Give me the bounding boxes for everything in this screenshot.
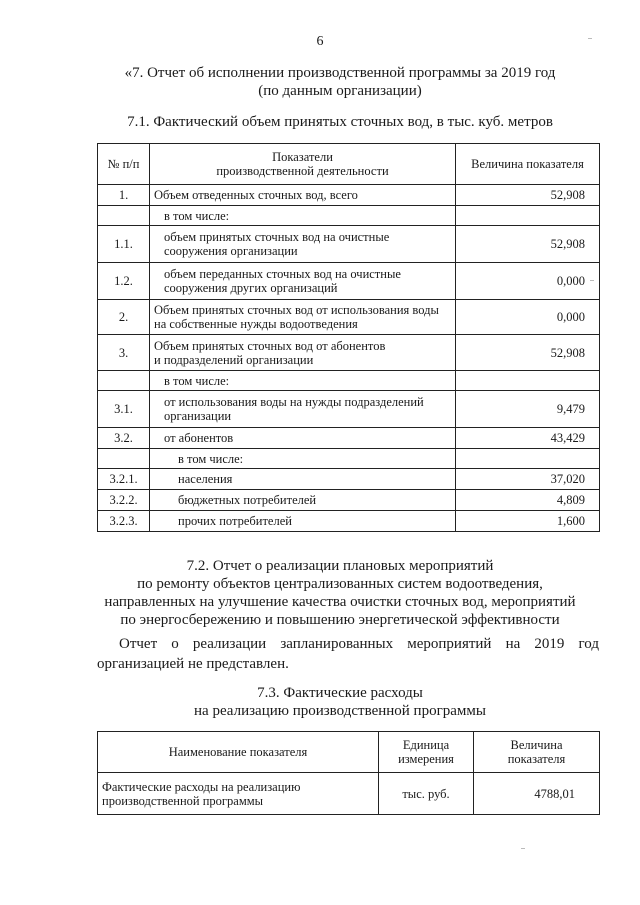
header-name: Наименование показателя <box>98 732 379 773</box>
table-row <box>98 391 600 428</box>
row-name <box>150 300 456 335</box>
row-name: в том числе: <box>150 449 456 469</box>
row-name <box>150 391 456 428</box>
row-name <box>150 335 456 371</box>
section-73-title <box>60 684 620 720</box>
section-7-title <box>60 64 620 100</box>
row-name: Объем отведенных сточных вод, всего <box>150 185 456 206</box>
expenses-table <box>97 731 600 815</box>
row-value: 52,908 <box>456 226 600 263</box>
row-num <box>98 206 150 226</box>
table-row <box>98 428 600 449</box>
header-value-line1: Величина <box>510 738 563 752</box>
row-name-line2: сооружения организации <box>164 244 298 258</box>
header-value-line2: показателя <box>507 752 566 766</box>
row-name-line2: организации <box>164 409 232 423</box>
row-name-line1: Фактические расходы на реализацию <box>102 779 301 794</box>
row-value: 1,600 <box>456 511 600 532</box>
row-value: 43,429 <box>456 428 600 449</box>
row-value <box>456 371 600 391</box>
row-unit: тыс. руб. <box>379 773 474 815</box>
row-name: прочих потребителей <box>150 511 456 532</box>
table-row <box>98 263 600 300</box>
row-value: 9,479 <box>456 391 600 428</box>
table-row <box>98 226 600 263</box>
section-72-title <box>60 557 620 629</box>
row-num: 3.2.2. <box>98 490 150 511</box>
row-num: 1.2. <box>98 263 150 300</box>
table-row <box>98 371 600 391</box>
table-row <box>98 469 600 490</box>
row-name: населения <box>150 469 456 490</box>
table-header-row <box>98 144 600 185</box>
section-7-title-line1: «7. Отчет об исполнении производственной программы за 2019 год <box>124 65 556 81</box>
row-name-line2: производственной программы <box>102 793 264 808</box>
header-indicator-line2: производственной деятельности <box>216 164 389 178</box>
row-value: 0,000 <box>456 300 600 335</box>
header-num: № п/п <box>98 144 150 185</box>
section-72-title-line1: 7.2. Отчет о реализации плановых мероприятий <box>186 558 494 574</box>
row-name: от абонентов <box>150 428 456 449</box>
row-num: 1.1. <box>98 226 150 263</box>
header-indicator <box>150 144 456 185</box>
paragraph-line2: организацией не представлен. <box>97 656 289 672</box>
table-row <box>98 300 600 335</box>
row-name <box>98 773 379 815</box>
row-num: 3.2. <box>98 428 150 449</box>
row-name-line1: от использования воды на нужды подразделений <box>164 395 424 409</box>
row-name-line2: сооружения других организаций <box>164 281 338 295</box>
table-row <box>98 449 600 469</box>
section-73-title-line2: на реализацию производственной программы <box>194 703 486 719</box>
row-num: 3.1. <box>98 391 150 428</box>
table-row <box>98 511 600 532</box>
row-name-line1: объем принятых сточных вод на очистные <box>164 230 390 244</box>
row-name <box>150 263 456 300</box>
header-unit-line2: измерения <box>398 752 454 766</box>
table-row <box>98 185 600 206</box>
section-71-title: 7.1. Фактический объем принятых сточных вод, в тыс. куб. метров <box>127 114 553 130</box>
table-header-row <box>98 732 600 773</box>
row-num: 2. <box>98 300 150 335</box>
page-number: 6 <box>316 34 324 49</box>
header-unit <box>379 732 474 773</box>
row-value: 52,908 <box>456 185 600 206</box>
row-name-line1: Объем принятых сточных вод от абонентов <box>154 338 386 353</box>
section-72-title-line2: по ремонту объектов централизованных систем водоотведения, <box>137 576 543 592</box>
header-value <box>474 732 600 773</box>
wastewater-volume-table <box>97 143 600 532</box>
table-row <box>98 335 600 371</box>
scan-speck <box>590 280 594 281</box>
table-row <box>98 490 600 511</box>
row-name-line2: и подразделений организации <box>154 352 314 367</box>
row-value: 52,908 <box>456 335 600 371</box>
section-72-title-line3: направленных на улучшение качества очистки сточных вод, мероприятий <box>104 594 576 610</box>
row-num: 3.2.3. <box>98 511 150 532</box>
row-name <box>150 226 456 263</box>
section-73-title-line1: 7.3. Фактические расходы <box>257 685 423 701</box>
row-num: 3.2.1. <box>98 469 150 490</box>
row-name-line1: объем переданных сточных вод на очистные <box>164 267 401 281</box>
header-value: Величина показателя <box>456 144 600 185</box>
scan-speck <box>588 38 592 39</box>
row-value: 4,809 <box>456 490 600 511</box>
row-name-line2: на собственные нужды водоотведения <box>154 317 358 331</box>
table-row <box>98 206 600 226</box>
row-value <box>456 206 600 226</box>
header-unit-line1: Единица <box>402 738 450 752</box>
paragraph-line1: Отчет о реализации запланированных мероприятий на 2019 год <box>119 636 599 652</box>
row-num: 1. <box>98 185 150 206</box>
section-72-title-line4: по энергосбережению и повышению энергетической эффективности <box>120 612 560 628</box>
row-value: 4788,01 <box>474 773 600 815</box>
row-num <box>98 371 150 391</box>
row-value: 37,020 <box>456 469 600 490</box>
row-name-line1: Объем принятых сточных вод от использования воды <box>154 303 439 317</box>
row-value: 0,000 <box>456 263 600 300</box>
section-7-title-line2: (по данным организации) <box>258 83 422 99</box>
row-num <box>98 449 150 469</box>
scan-speck <box>521 848 525 849</box>
row-value <box>456 449 600 469</box>
row-name: в том числе: <box>150 206 456 226</box>
header-indicator-line1: Показатели <box>272 150 333 164</box>
row-name: бюджетных потребителей <box>150 490 456 511</box>
table-row <box>98 773 600 815</box>
section-72-paragraph <box>97 634 599 674</box>
row-num: 3. <box>98 335 150 371</box>
row-name: в том числе: <box>150 371 456 391</box>
